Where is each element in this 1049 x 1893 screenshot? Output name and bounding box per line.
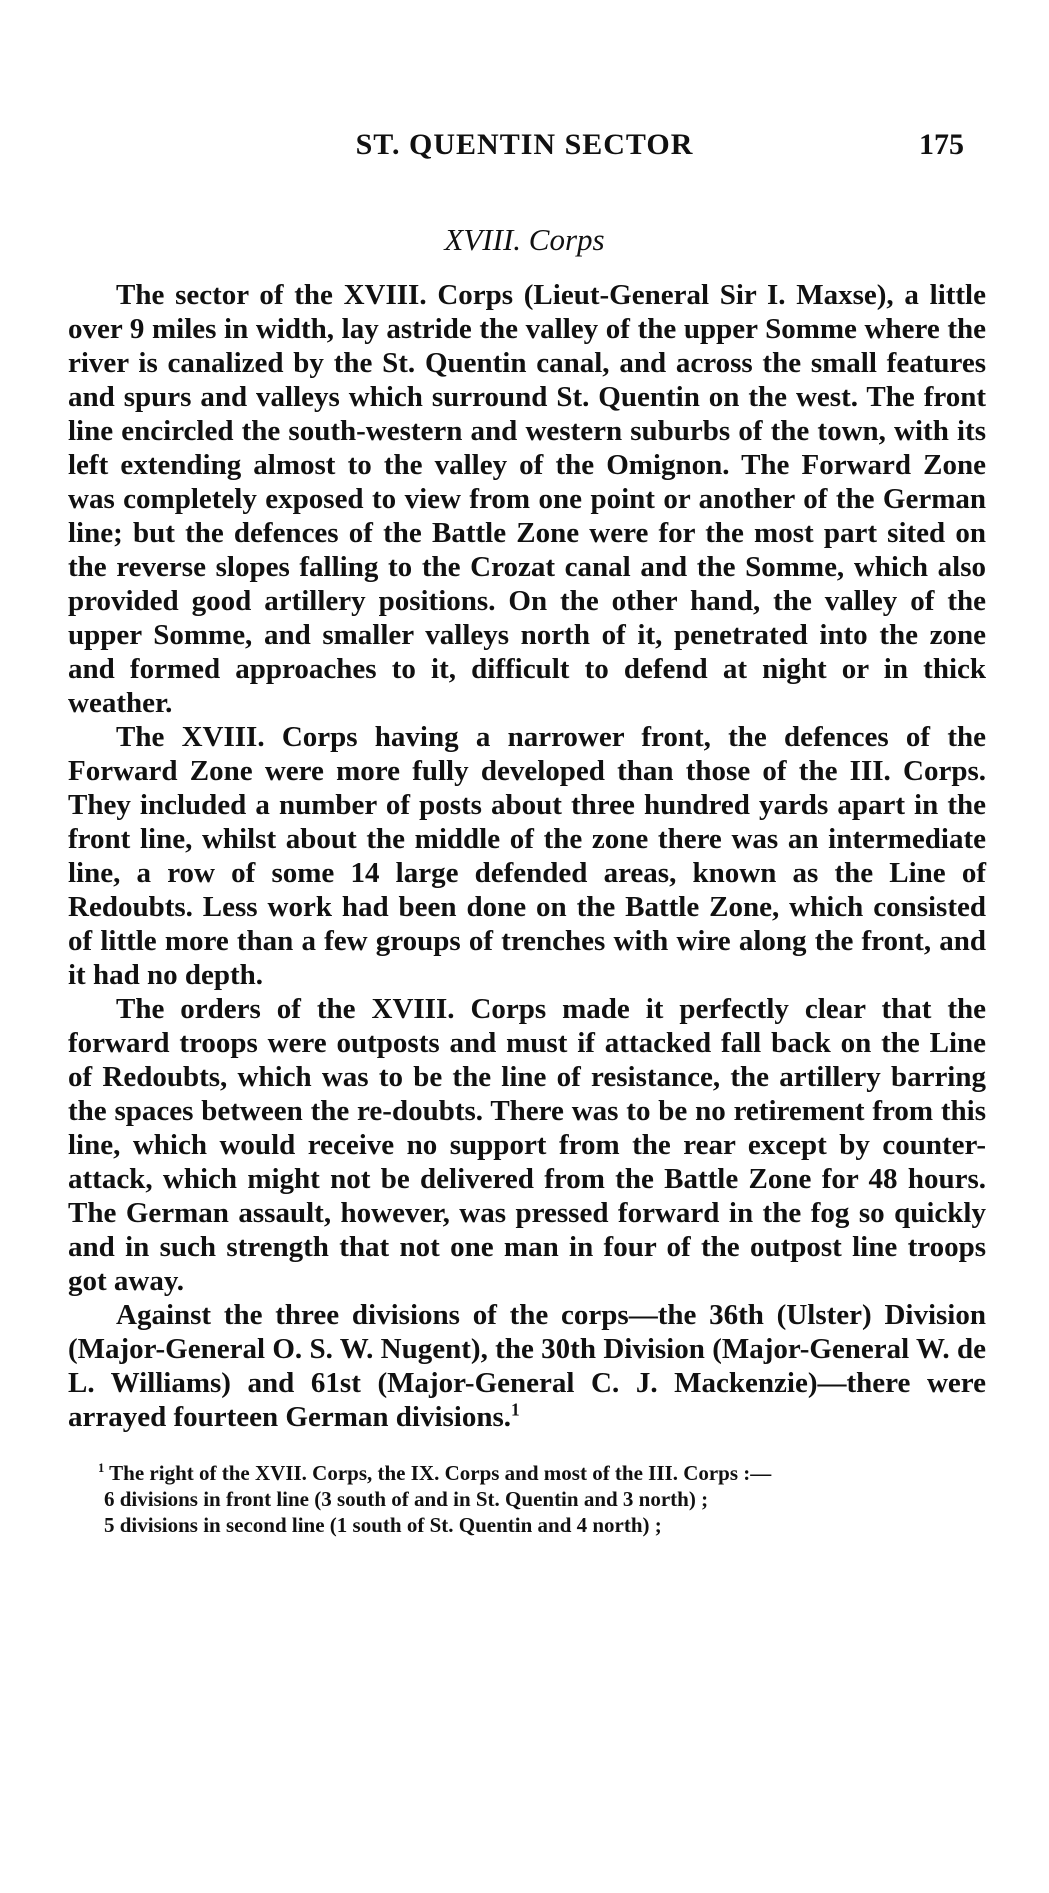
paragraph-4 xyxy=(68,1298,986,1434)
paragraph-1: The sector of the XVIII. Corps (Lieut-General Sir I. Maxse), a little over 9 miles in width, lay astride the valley of the upper Somme where the river is canalized by the St. Quentin canal, and across the small features and spurs and valleys which surround St. Quentin on the west. The front line encircled the south-western and western suburbs of the town, with its left extending almost to the valley of the Omignon. The Forward Zone was completely exposed to view from one point or another of the German line; but the defences of the Battle Zone were for the most part sited on the reverse slopes falling to the Crozat canal and the Somme, which also provided good artillery positions. On the other hand, the valley of the upper Somme, and smaller valleys north of it, penetrated into the zone and formed approaches to it, difficult to defend at night or in thick weather. xyxy=(68,279,986,719)
footnote-line-2: 5 divisions in second line (1 south of St. Quentin and 4 north) ; xyxy=(104,1513,662,1537)
section-title: XVIII. Corps xyxy=(444,222,605,257)
footnote-lead-text: The right of the XVII. Corps, the IX. Corps and most of the III. Corps :— xyxy=(109,1461,772,1485)
running-head xyxy=(60,128,989,168)
footnotes xyxy=(68,1460,986,1538)
running-head-title: ST. QUENTIN SECTOR xyxy=(355,128,694,161)
paragraph-2: The XVIII. Corps having a narrower front, the defences of the Forward Zone were more fully developed than those of the III. Corps. They included a number of posts about three hundred yards apart in the front line, whilst about the middle of the zone there was an intermediate line, a row of some 14 large defended areas, known as the Line of Redoubts. Less work had been done on the Battle Zone, which consisted of little more than a few groups of trenches with wire along the front, and it had no depth. xyxy=(68,721,986,991)
paragraph-3: The orders of the XVIII. Corps made it perfectly clear that the forward troops were outposts and must if attacked fall back on the Line of Redoubts, which was to be the line of resistance, the artillery barring the spaces between the re-doubts. There was to be no retirement from this line, which would receive no support from the rear except by counter-attack, which might not be delivered from the Battle Zone for 48 hours. The German assault, however, was pressed forward in the fog so quickly and in such strength that not one man in four of the outpost line troops got away. xyxy=(68,993,986,1297)
body-text xyxy=(68,278,986,1434)
footnote-marker: 1 xyxy=(98,1461,105,1475)
footnote-reference: 1 xyxy=(511,1399,520,1420)
paragraph-4-text: Against the three divisions of the corps—the 36th (Ulster) Division (Major-General O. S. W. Nugent), the 30th Division (Major-General W. de L. Williams) and 61st (Major-General C. J. Mackenzie)—there were arrayed fourteen German divisions. xyxy=(68,1299,986,1433)
page-number: 175 xyxy=(919,128,964,161)
footnote-line-1: 6 divisions in front line (3 south of and in St. Quentin and 3 north) ; xyxy=(104,1487,709,1511)
footnote-1 xyxy=(68,1460,986,1486)
